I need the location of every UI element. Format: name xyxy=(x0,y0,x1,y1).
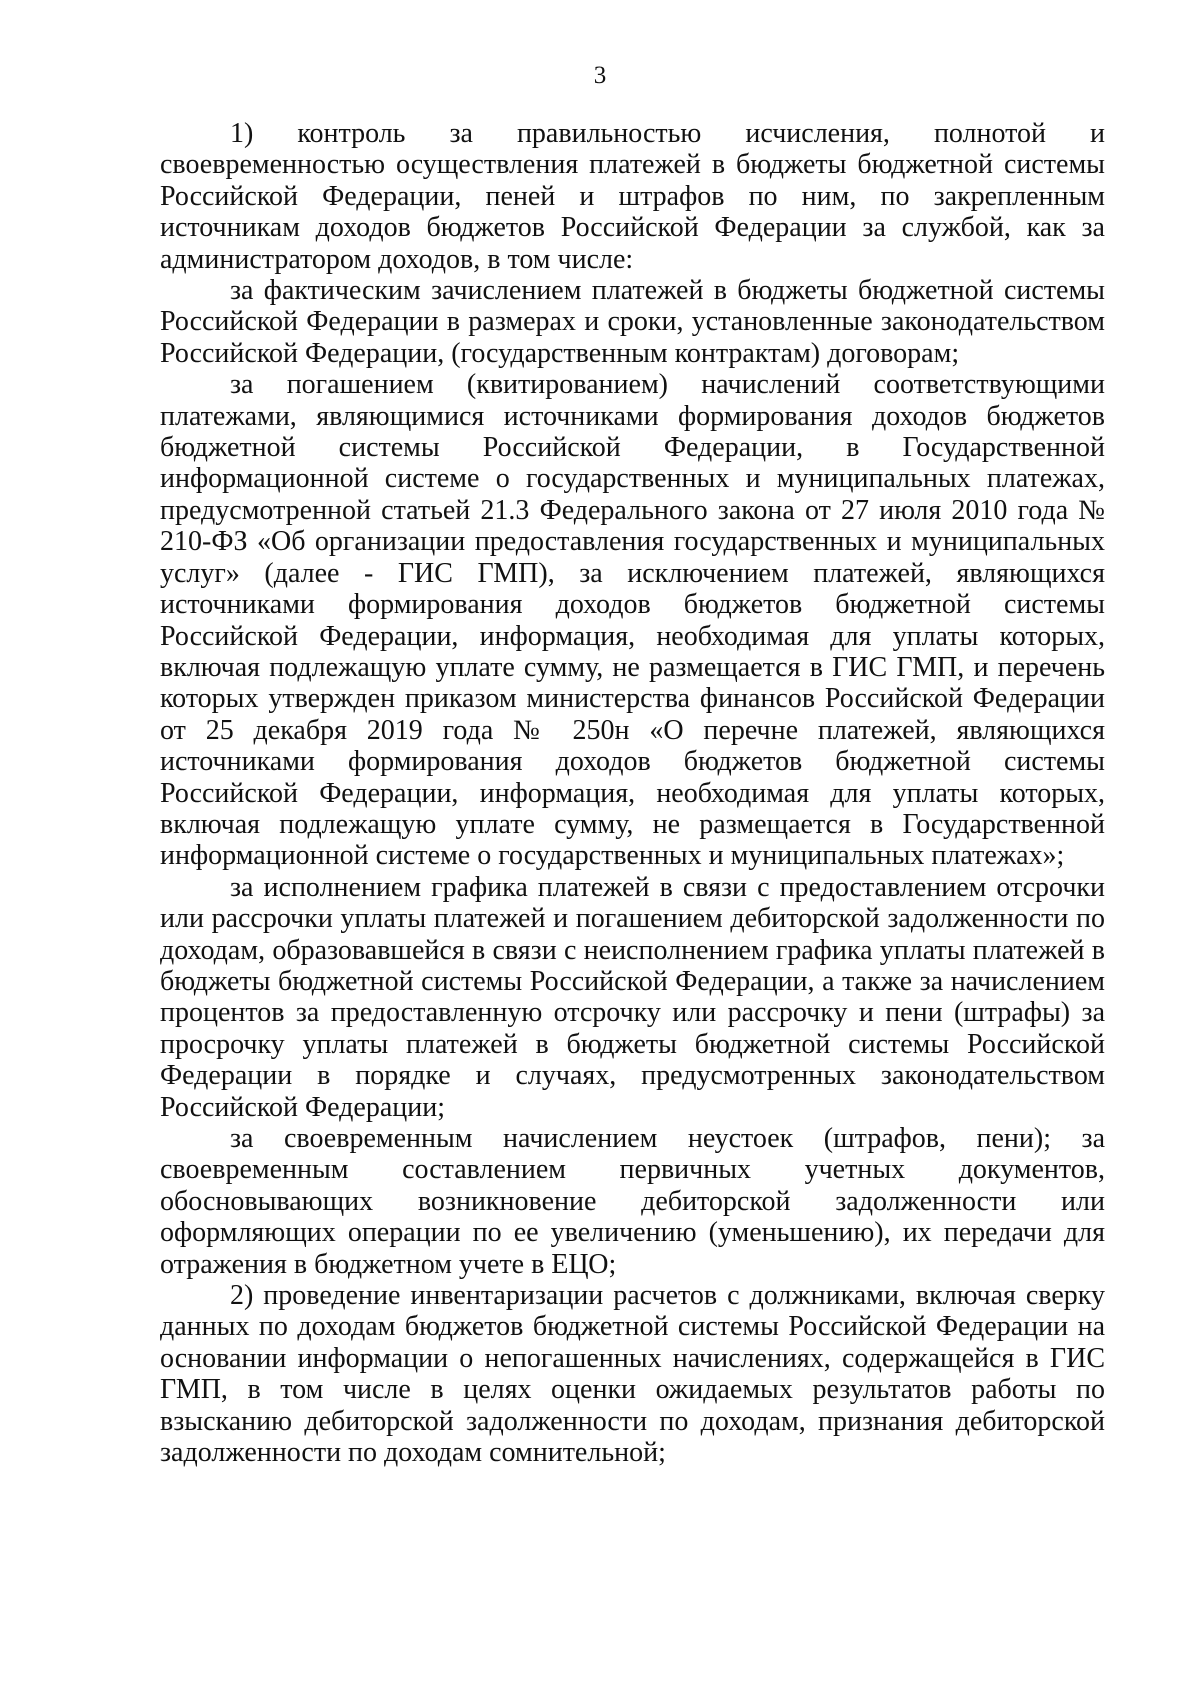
paragraph-control: 1) контроль за правильностью исчисления, полнотой и своевременностью осуществления платежей в бюджеты бюджетной системы Российской Федерации, пеней и штрафов по ним, по закрепленным источникам доходов бюджетов Российской Федерации за службой, как за администратором доходов, в том числе: xyxy=(160,118,1105,275)
page-number: 3 xyxy=(593,62,607,89)
document-body xyxy=(160,118,1105,1468)
paragraph-penalties: за своевременным начислением неустоек (штрафов, пени); за своевременным составлением первичных учетных документов, обосновывающих возникновение дебиторской задолженности или оформляющих операции по ее увеличению (уменьшению), их передачи для отражения в бюджетном учете в ЕЦО; xyxy=(160,1123,1105,1280)
paragraph-inventory: 2) проведение инвентаризации расчетов с должниками, включая сверку данных по доходам бюджетов бюджетной системы Российской Федерации на основании информации о непогашенных начислениях, содержащейся в ГИС ГМП, в том числе в целях оценки ожидаемых результатов работы по взысканию дебиторской задолженности по доходам, признания дебиторской задолженности по доходам сомнительной; xyxy=(160,1280,1105,1469)
paragraph-actual-crediting: за фактическим зачислением платежей в бюджеты бюджетной системы Российской Федерации в размерах и сроки, установленные законодательством Российской Федерации, (государственным контрактам) договорам; xyxy=(160,275,1105,369)
paragraph-repayment-gis-gmp: за погашением (квитированием) начислений соответствующими платежами, являющимися источниками формирования доходов бюджетов бюджетной системы Российской Федерации, в Государственной информационной системе о государственных и муниципальных платежах, предусмотренной статьей 21.3 Федерального закона от 27 июля 2010 года № 210-ФЗ «Об организации предоставления государственных и муниципальных услуг» (далее - ГИС ГМП), за исключением платежей, являющихся источниками формирования доходов бюджетов бюджетной системы Российской Федерации, информация, необходимая для уплаты которых, включая подлежащую уплате сумму, не размещается в ГИС ГМП, и перечень которых утвержден приказом министерства финансов Российской Федерации от 25 декабря 2019 года № 250н «О перечне платежей, являющихся источниками формирования доходов бюджетов бюджетной системы Российской Федерации, информация, необходимая для уплаты которых, включая подлежащую уплате сумму, не размещается в Государственной информационной системе о государственных и муниципальных платежах»; xyxy=(160,369,1105,872)
paragraph-payment-schedule: за исполнением графика платежей в связи с предоставлением отсрочки или рассрочки уплаты платежей и погашением дебиторской задолженности по доходам, образовавшейся в связи с неисполнением графика уплаты платежей в бюджеты бюджетной системы Российской Федерации, а также за начислением процентов за предоставленную отсрочку или рассрочку и пени (штрафы) за просрочку уплаты платежей в бюджеты бюджетной системы Российской Федерации в порядке и случаях, предусмотренных законодательством Российской Федерации; xyxy=(160,871,1105,1123)
